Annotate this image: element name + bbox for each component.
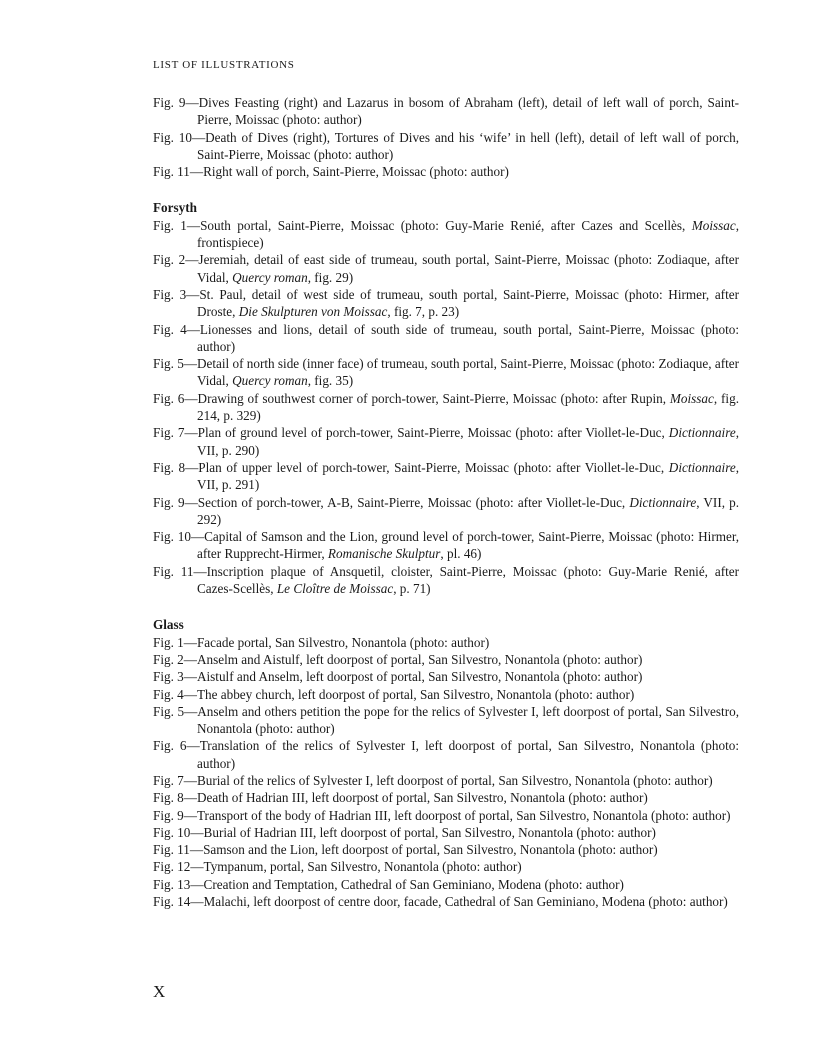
- figure-entry: [153, 355, 739, 390]
- entry-title-italic: Dictionnaire: [668, 425, 736, 441]
- figure-entry: [153, 563, 739, 598]
- entry-title-italic: Dictionnaire: [668, 459, 736, 475]
- entry-text: Fig. 5—Anselm and others petition the pope for the relics of Sylvester I, left doorpost of portal, San Silvestro, Nonantola (photo: author): [153, 703, 739, 737]
- figure-entry: [153, 459, 739, 494]
- figure-entry: [153, 858, 739, 875]
- entry-text: , VII, p. 290): [197, 425, 739, 458]
- entry-text: Fig. 1—Facade portal, San Silvestro, Nonantola (photo: author): [153, 634, 490, 650]
- figure-entry: [153, 703, 739, 738]
- entry-text: Fig. 5—Detail of north side (inner face) of trumeau, south portal, Saint-Pierre, Moissac (photo: Zodiaque, after Vidal,: [153, 356, 739, 389]
- entry-text: Fig. 8—Plan of upper level of porch-tower, Saint-Pierre, Moissac (photo: after Viollet-le-Duc,: [153, 459, 669, 475]
- entry-text: Fig. 6—Translation of the relics of Sylvester I, left doorpost of portal, San Silvestro, Nonantola (photo: author): [153, 738, 739, 771]
- figure-entry: [153, 841, 739, 858]
- figure-entry: [153, 772, 739, 789]
- figure-entry: [153, 876, 739, 893]
- entry-title-italic: Le Cloître de Moissac: [276, 581, 394, 597]
- section-block: [153, 94, 739, 180]
- entry-text: Fig. 6—Drawing of southwest corner of porch-tower, Saint-Pierre, Moissac (photo: after Rupin,: [153, 390, 670, 406]
- entry-text: Fig. 13—Creation and Temptation, Cathedral of San Geminiano, Modena (photo: author): [153, 876, 624, 892]
- entry-text: Fig. 14—Malachi, left doorpost of centre door, facade, Cathedral of San Geminiano, Modena (photo: author): [153, 894, 728, 910]
- figure-entry: [153, 789, 739, 806]
- figure-entry: [153, 163, 739, 180]
- entry-text: , fig. 35): [307, 373, 354, 389]
- figure-entry: [153, 634, 739, 651]
- entry-text: , VII, p. 291): [197, 459, 739, 493]
- figure-entry: [153, 424, 739, 459]
- figure-entry: [153, 251, 739, 286]
- entry-text: Fig. 4—The abbey church, left doorpost of portal, San Silvestro, Nonantola (photo: author): [153, 686, 635, 702]
- entry-title-italic: Moissac: [691, 217, 736, 233]
- entry-text: Fig. 11—Inscription plaque of Ansquetil, cloister, Saint-Pierre, Moissac (photo: Guy-Marie Renié, after Cazes-Scellès,: [153, 563, 739, 597]
- entry-text: , pl. 46): [440, 546, 482, 562]
- entry-title-italic: Die Skulpturen von Moissac: [238, 304, 388, 320]
- entry-text: Fig. 7—Plan of ground level of porch-tower, Saint-Pierre, Moissac (photo: after Viollet-le-Duc,: [153, 425, 669, 441]
- figure-entry: [153, 390, 739, 425]
- entry-title-italic: Romanische Skulptur: [327, 546, 441, 562]
- figure-entry: [153, 129, 739, 164]
- entry-text: , fig. 29): [307, 269, 354, 285]
- entry-text: , fig. 7, p. 23): [387, 304, 460, 320]
- figure-entry: [153, 321, 739, 356]
- entry-text: Fig. 9—Section of porch-tower, A-B, Saint-Pierre, Moissac (photo: after Viollet-le-Duc,: [153, 494, 630, 510]
- figure-entry: [153, 824, 739, 841]
- running-head: LIST OF ILLUSTRATIONS: [153, 59, 295, 71]
- entry-text: Fig. 10—Death of Dives (right), Tortures of Dives and his ‘wife’ in hell (left), detail of left wall of porch, Saint-Pierre, Moissac (photo: author): [153, 129, 739, 162]
- figure-entry: [153, 651, 739, 668]
- entry-title-italic: Moissac: [669, 390, 714, 406]
- entry-text: , VII, p. 292): [197, 494, 739, 527]
- entry-text: Fig. 8—Death of Hadrian III, left doorpost of portal, San Silvestro, Nonantola (photo: author): [153, 790, 648, 806]
- entry-text: , frontispiece): [197, 217, 739, 251]
- entry-title-italic: Dictionnaire: [629, 494, 697, 510]
- figure-entry: [153, 494, 739, 529]
- entry-text: , p. 71): [393, 581, 431, 597]
- entry-text: , fig. 214, p. 329): [197, 390, 739, 424]
- section-block: [153, 199, 739, 597]
- figure-entry: [153, 286, 739, 321]
- figure-entry: [153, 737, 739, 772]
- entry-text: Fig. 2—Anselm and Aistulf, left doorpost of portal, San Silvestro, Nonantola (photo: author): [153, 651, 643, 667]
- entry-text: Fig. 7—Burial of the relics of Sylvester I, left doorpost of portal, San Silvestro, Nonantola (photo: author): [153, 772, 713, 788]
- entry-text: Fig. 4—Lionesses and lions, detail of south side of trumeau, south portal, Saint-Pierre, Moissac (photo: author): [153, 321, 739, 354]
- entry-text: Fig. 2—Jeremiah, detail of east side of trumeau, south portal, Saint-Pierre, Moissac (photo: Zodiaque, after Vidal,: [153, 252, 739, 285]
- entry-title-italic: Quercy roman: [232, 373, 308, 389]
- entry-text: Fig. 9—Transport of the body of Hadrian III, left doorpost of portal, San Silvestro, Nonantola (photo: author): [153, 807, 731, 823]
- entry-text: Fig. 10—Burial of Hadrian III, left doorpost of portal, San Silvestro, Nonantola (photo: author): [153, 824, 656, 840]
- entry-text: Fig. 10—Capital of Samson and the Lion, ground level of porch-tower, Saint-Pierre, Moissac (photo: Hirmer, after Rupprecht-Hirmer,: [153, 529, 739, 562]
- figure-entry: [153, 217, 739, 252]
- entry-text: Fig. 11—Right wall of porch, Saint-Pierre, Moissac (photo: author): [153, 164, 509, 180]
- section-title: Glass: [153, 617, 184, 633]
- entry-text: Fig. 1—South portal, Saint-Pierre, Moissac (photo: Guy-Marie Renié, after Cazes and Scellès,: [153, 217, 692, 233]
- figure-entry: [153, 893, 739, 910]
- section-title: Forsyth: [153, 200, 197, 216]
- list-of-illustrations: [153, 94, 739, 910]
- entry-text: Fig. 9—Dives Feasting (right) and Lazarus in bosom of Abraham (left), detail of left wall of porch, Saint-Pierre, Moissac (photo: author): [153, 95, 739, 128]
- figure-entry: [153, 668, 739, 685]
- figure-entry: [153, 94, 739, 129]
- entry-text: Fig. 12—Tympanum, portal, San Silvestro, Nonantola (photo: author): [153, 859, 522, 875]
- page-number: X: [153, 982, 166, 1001]
- entry-text: Fig. 3—Aistulf and Anselm, left doorpost of portal, San Silvestro, Nonantola (photo: author): [153, 669, 643, 685]
- figure-entry: [153, 686, 739, 703]
- entry-text: Fig. 3—St. Paul, detail of west side of trumeau, south portal, Saint-Pierre, Moissac (photo: Hirmer, after Droste,: [153, 286, 739, 320]
- entry-text: Fig. 11—Samson and the Lion, left doorpost of portal, San Silvestro, Nonantola (photo: author): [153, 842, 658, 858]
- page: [153, 0, 739, 1060]
- entry-title-italic: Quercy roman: [232, 269, 308, 285]
- figure-entry: [153, 528, 739, 563]
- figure-entry: [153, 807, 739, 824]
- section-block: [153, 616, 739, 910]
